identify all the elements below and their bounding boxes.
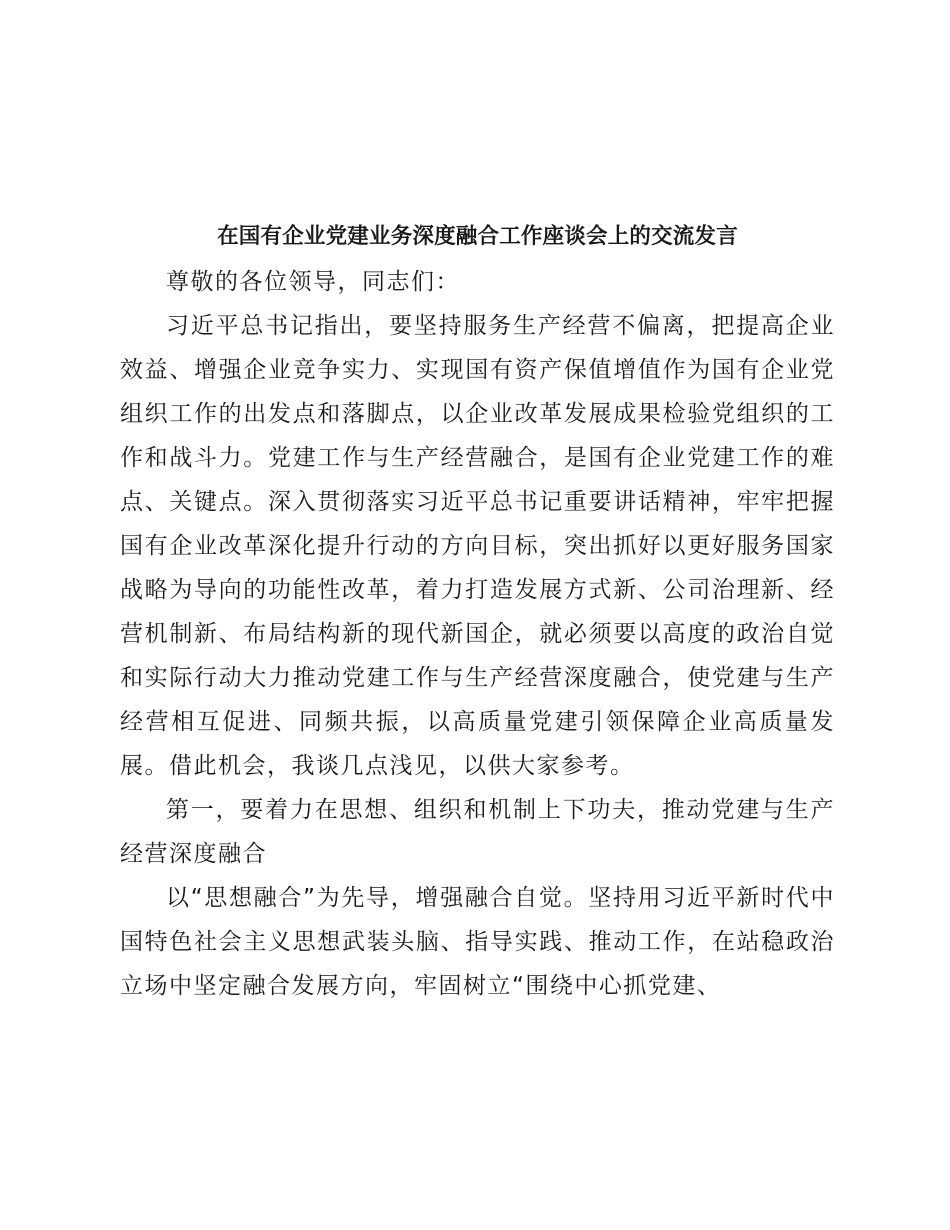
greeting-paragraph: 尊敬的各位领导，同志们： — [166, 269, 460, 295]
document-body — [120, 260, 835, 1008]
document-title: 在国有企业党建业务深度融合工作座谈会上的交流发言 — [217, 224, 738, 249]
body-paragraph: 以“思想融合”为先导，增强融合自觉。坚持用习近平新时代中国特色社会主义思想武装头脑、指导实践、推动工作，在站稳政治立场中坚定融合发展方向，牢固树立“围绕中心抓党建、 — [120, 885, 835, 999]
body-paragraph: 习近平总书记指出，要坚持服务生产经营不偏离，把提高企业效益、增强企业竞争实力、实现国有资产保值增值作为国有企业党组织工作的出发点和落脚点，以企业改革发展成果检验党组织的工作和战斗力。党建工作与生产经营融合，是国有企业党建工作的难点、关键点。深入贯彻落实习近平总书记重要讲话精神，牢牢把握国有企业改革深化提升行动的方向目标，突出抓好以更好服务国家战略为导向的功能性改革，着力打造发展方式新、公司治理新、经营机制新、布局结构新的现代新国企，就必须要以高度的政治自觉和实际行动大力推动党建工作与生产经营深度融合，使党建与生产经营相互促进、同频共振，以高质量党建引领保障企业高质量发展。借此机会，我谈几点浅见，以供大家参考。 — [120, 313, 835, 779]
section-heading-paragraph: 第一，要着力在思想、组织和机制上下功夫，推动党建与生产经营深度融合 — [120, 797, 835, 867]
